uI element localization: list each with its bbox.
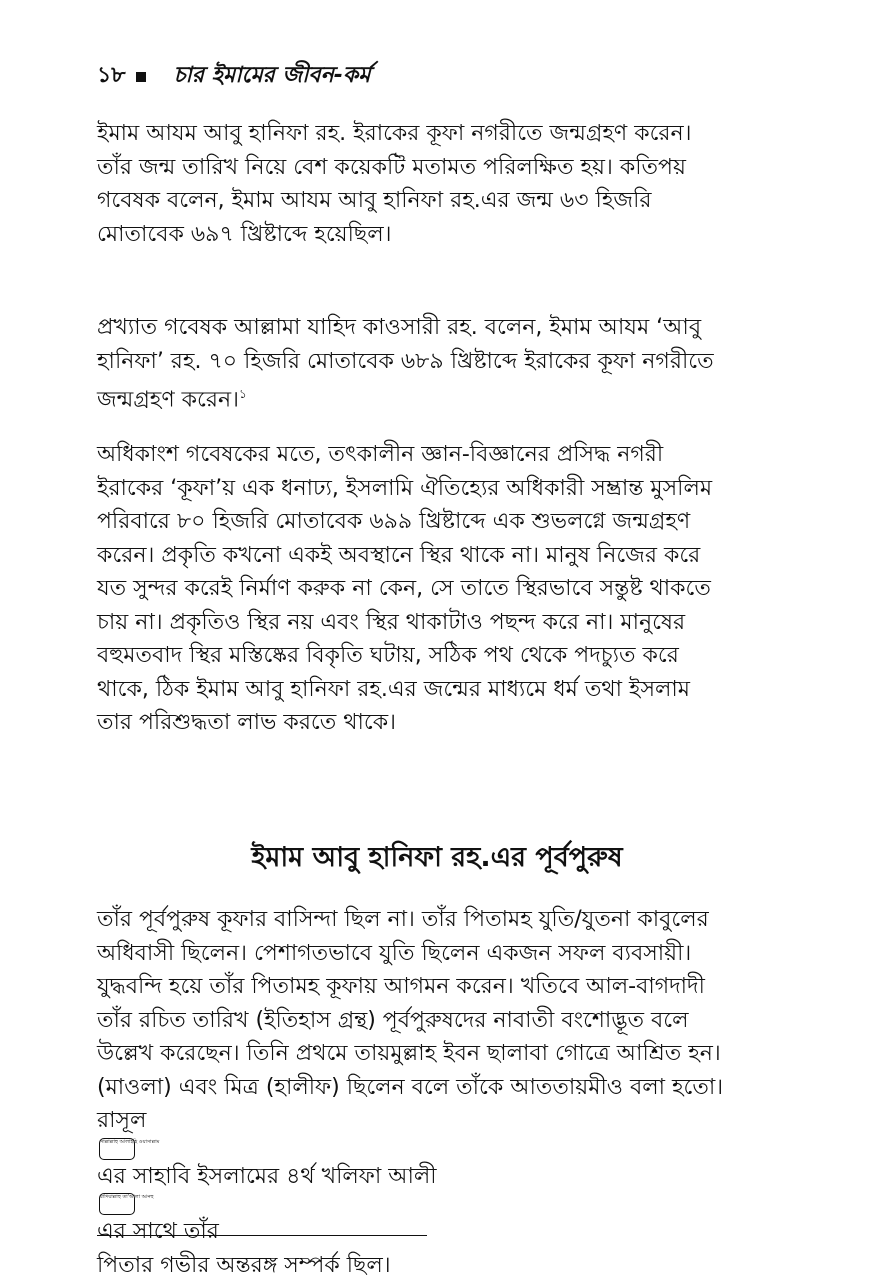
line-part: এর সাথে তাঁর: [97, 1219, 219, 1244]
text-line: হানিফা’ রহ. ৭০ হিজরি মোতাবেক ৬৮৯ খ্রিষ্টাব্দে ইরাকের কূফা নগরীতে: [97, 345, 777, 379]
section-paragraph: [97, 903, 777, 1282]
square-bullet-icon: [136, 72, 146, 82]
text-line: [97, 1104, 777, 1249]
line-part: রাসূল: [97, 1108, 146, 1133]
text-line: তার পরিশুদ্ধতা লাভ করতে থাকে।: [97, 706, 777, 740]
text-line: উল্লেখ করেছেন। তিনি প্রথমে তায়মুল্লাহ ইবন ছালাবা গোত্রে আশ্রিত হন।: [97, 1037, 777, 1071]
text-line: পরিবারে ৮০ হিজরি মোতাবেক ৬৯৯ খ্রিষ্টাব্দে এক শুভলগ্নে জন্মগ্রহণ: [97, 505, 777, 539]
text-line: বহুমতবাদ স্থির মস্তিষ্কের বিকৃতি ঘটায়, সঠিক পথ থেকে পদচ্যুত করে: [97, 639, 777, 673]
text-line: অধিবাসী ছিলেন। পেশাগতভাবে যুতি ছিলেন একজন সফল ব্যবসায়ী।: [97, 937, 777, 971]
text-line: যত সুন্দর করেই নির্মাণ করুক না কেন, সে তাতে স্থিরভাবে সন্তুষ্ট থাকতে: [97, 572, 777, 606]
footnote-marker: ১: [239, 387, 247, 401]
running-title: চার ইমামের জীবন-কর্ম: [174, 58, 371, 95]
footnote-divider: [97, 1235, 427, 1236]
text-line: যুদ্ধবন্দি হয়ে তাঁর পিতামহ কূফায় আগমন করেন। খতিবে আল-বাগদাদী: [97, 970, 777, 1004]
text-line: থাকে, ঠিক ইমাম আবু হানিফা রহ.এর জন্মের মাধ্যমে ধর্ম তথা ইসলাম: [97, 673, 777, 707]
paragraph-3: [97, 438, 777, 740]
text-line: তাঁর রচিত তারিখ (ইতিহাস গ্রন্থ) পূর্বপুরুষদের নাবাতী বংশোদ্ভূত বলে: [97, 1004, 777, 1038]
page-number: ১৮: [97, 58, 126, 95]
text-line: করেন। প্রকৃতি কখনো একই অবস্থানে স্থির থাকে না। মানুষ নিজের করে: [97, 539, 777, 573]
text-line: চায় না। প্রকৃতিও স্থির নয় এবং স্থির থাকাটাও পছন্দ করে না। মানুষের: [97, 606, 777, 640]
text-line: মোতাবেক ৬৯৭ খ্রিষ্টাব্দে হয়েছিল।: [97, 218, 777, 252]
paragraph-2: [97, 311, 777, 417]
text-line: (মাওলা) এবং মিত্র (হালীফ) ছিলেন বলে তাঁকে আততায়মীও বলা হতো।: [97, 1071, 777, 1105]
text-line: তাঁর জন্ম তারিখ নিয়ে বেশ কয়েকটি মতামত পরিলক্ষিত হয়। কতিপয়: [97, 151, 777, 185]
text-line: প্রখ্যাত গবেষক আল্লামা যাহিদ কাওসারী রহ. বলেন, ইমাম আযম ‘আবু: [97, 311, 777, 345]
text-line: ইমাম আযম আবু হানিফা রহ. ইরাকের কূফা নগরীতে জন্মগ্রহণ করেন।: [97, 117, 777, 151]
text-line: ইরাকের ‘কূফা’য় এক ধনাঢ্য, ইসলামি ঐতিহ্যের অধিকারী সম্ভ্রান্ত মুসলিম: [97, 472, 777, 506]
text-line: তাঁর পূর্বপুরুষ কূফার বাসিন্দা ছিল না। তাঁর পিতামহ যুতি/যুতনা কাবুলের: [97, 903, 777, 937]
text-line: অধিকাংশ গবেষকের মতে, তৎকালীন জ্ঞান-বিজ্ঞানের প্রসিদ্ধ নগরী: [97, 438, 777, 472]
text-line-content: জন্মগ্রহণ করেন।: [97, 387, 239, 412]
text-line: গবেষক বলেন, ইমাম আযম আবু হানিফা রহ.এর জন্ম ৬৩ হিজরি: [97, 184, 777, 218]
page-header: [97, 58, 371, 95]
paragraph-1: [97, 117, 777, 251]
honorific-seal-icon: রাদিয়াল্লাহু তা'আলা আনহু: [99, 1193, 135, 1215]
text-line: [97, 378, 777, 417]
section-heading: ইমাম আবু হানিফা রহ.এর পূর্বপুরুষ: [97, 838, 777, 878]
honorific-seal-icon: সাল্লাল্লাহু আলাইহি ওয়াসাল্লাম: [99, 1138, 135, 1160]
text-line: পিতার গভীর অন্তরঙ্গ সম্পর্ক ছিল।: [97, 1249, 777, 1282]
line-part: এর সাহাবি ইসলামের ৪র্থ খলিফা আলী: [97, 1164, 437, 1189]
